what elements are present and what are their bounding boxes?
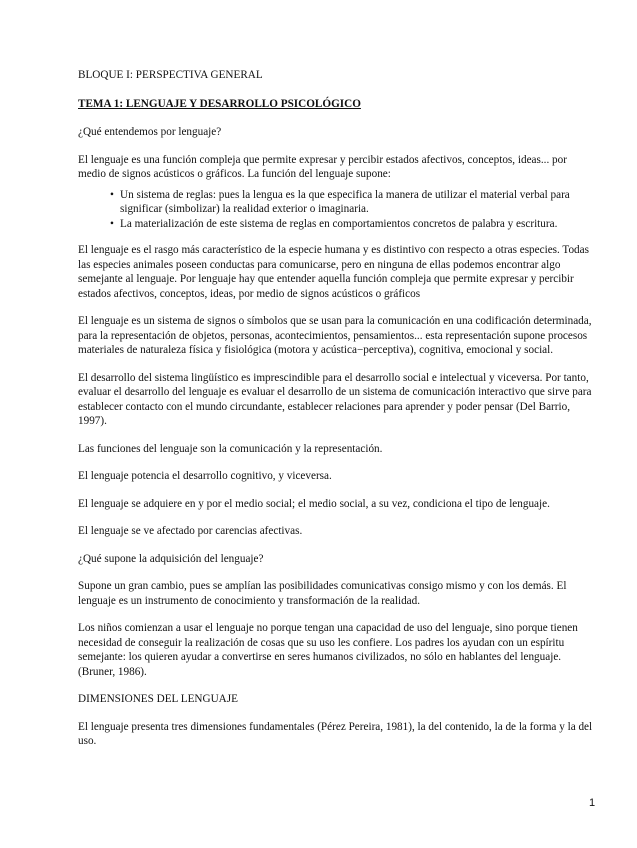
- paragraph-affective: El lenguaje se ve afectado por carencias afectivas.: [78, 525, 303, 537]
- tema-title: TEMA 1: LENGUAJE Y DESARROLLO PSICOLÓGICO: [78, 97, 361, 110]
- list-item: [110, 217, 596, 232]
- section-heading-dimensions: DIMENSIONES DEL LENGUAJE: [78, 693, 238, 705]
- paragraph-social-medium: El lenguaje se adquiere en y por el medio social; el medio social, a su vez, condiciona el tipo de lenguaje.: [78, 497, 550, 510]
- list-item-text: La materialización de este sistema de reglas en comportamientos concretos de palabra y escritura.: [120, 217, 558, 230]
- paragraph-functions: Las funciones del lenguaje son la comunicación y la representación.: [78, 442, 383, 455]
- paragraph-big-change: Supone un gran cambio, pues se amplían las posibilidades comunicativas consigo mismo y con los demás. El lenguaje es un instrumento de conocimiento y transformación de la realidad.: [78, 580, 567, 607]
- list-item-text: Un sistema de reglas: pues la lengua es la que especifica la manera de utilizar el material verbal para significar (simbolizar) la realidad exterior o imaginaria.: [120, 188, 570, 215]
- function-bullet-list: [78, 188, 596, 232]
- paragraph-distinctive-trait: El lenguaje es el rasgo más característico de la especie humana y es distintivo con respecto a otras especies. Todas las especies animales poseen conductas para comunicarse, pero en ninguna de ellas podemos encontrar algo semejante al lenguaje. Por lenguaje hay que entender aquella función compleja que permite expresar y percibir estados afectivos, conceptos, ideas, por medio de signos acústicos o gráficos: [78, 244, 589, 300]
- question-acquisition: ¿Qué supone la adquisición del lenguaje?: [78, 552, 264, 565]
- paragraph-cognitive: El lenguaje potencia el desarrollo cognitivo, y viceversa.: [78, 470, 332, 482]
- paragraph-children-bruner: Los niños comienzan a usar el lenguaje no porque tengan una capacidad de uso del lenguaje, sino porque tienen necesidad de conseguir la realización de cosas que su uso les confiere. Los padres los ayudan con un espíritu semejante: los quieren ayudar a convertirse en seres humanos civilizados, no sólo en hablantes del lenguaje. (Bruner, 1986).: [78, 622, 578, 678]
- page-number: 1: [589, 797, 596, 809]
- question-heading: ¿Qué entendemos por lenguaje?: [78, 126, 222, 138]
- bullet-icon: •: [110, 217, 114, 230]
- paragraph-three-dimensions: El lenguaje presenta tres dimensiones fundamentales (Pérez Pereira, 1981), la del contenido, la de la forma y la del uso.: [78, 720, 593, 747]
- list-item: [110, 188, 596, 217]
- paragraph-sign-system: El lenguaje es un sistema de signos o símbolos que se usan para la comunicación en una codificación determinada, para la representación de objetos, personas, acontecimientos, pensamientos... esta representación supone procesos materiales de naturaleza física y fisiológica (motora y acústica−perceptiva), cognitiva, emocional y social.: [78, 315, 592, 356]
- document-page: [78, 68, 596, 762]
- bullet-icon: •: [110, 188, 114, 201]
- paragraph-linguistic-development: El desarrollo del sistema lingüístico es imprescindible para el desarrollo social e intelectual y viceversa. Por tanto, evaluar el desarrollo del lenguaje es evaluar el desarrollo de un sistema de comunicación interactivo que sirve para establecer contacto con el mundo circundante, establecer relaciones para aprender y poder pensar (Del Barrio, 1997).: [78, 371, 592, 427]
- definition-paragraph: El lenguaje es una función compleja que permite expresar y percibir estados afectivos, conceptos, ideas... por medio de signos acústicos o gráficos. La función del lenguaje supone:: [78, 153, 567, 180]
- block-title: BLOQUE I: PERSPECTIVA GENERAL: [78, 69, 263, 81]
